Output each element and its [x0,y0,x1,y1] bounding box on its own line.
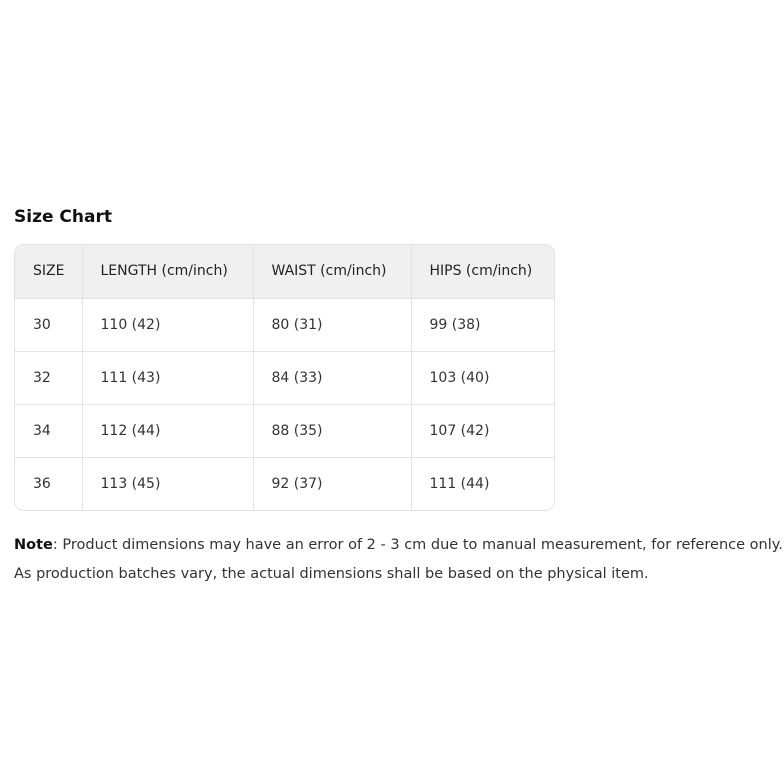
measurement-note [14,531,784,588]
cell-hips: 107 (42) [411,404,555,457]
header-length: LENGTH (cm/inch) [82,245,253,298]
cell-size: 36 [15,457,82,510]
cell-waist: 80 (31) [253,298,411,351]
cell-length: 112 (44) [82,404,253,457]
cell-size: 34 [15,404,82,457]
cell-size: 30 [15,298,82,351]
table-row [15,457,555,510]
table-row [15,351,555,404]
size-chart-title: Size Chart [14,207,112,227]
cell-waist: 92 (37) [253,457,411,510]
size-chart-table-container [14,244,555,511]
header-size: SIZE [15,245,82,298]
cell-hips: 111 (44) [429,475,490,492]
cell-hips: 103 (40) [411,351,555,404]
cell-length: 113 (45) [82,457,253,510]
header-waist: WAIST (cm/inch) [253,245,411,298]
cell-waist: 84 (33) [253,351,411,404]
size-chart-table [15,245,555,510]
note-text: : Product dimensions may have an error of 2 - 3 cm due to manual measurement, for reference only. As production batches vary, the actual dimensions shall be based on the physical item. [14,537,783,582]
table-header-row [15,245,555,298]
cell-size: 32 [15,351,82,404]
table-row [15,404,555,457]
note-label: Note [14,537,53,553]
cell-length: 110 (42) [82,298,253,351]
header-hips: HIPS (cm/inch) [411,245,555,298]
cell-hips: 99 (38) [411,298,555,351]
table-row [15,298,555,351]
cell-length: 111 (43) [82,351,253,404]
cell-waist: 88 (35) [253,404,411,457]
